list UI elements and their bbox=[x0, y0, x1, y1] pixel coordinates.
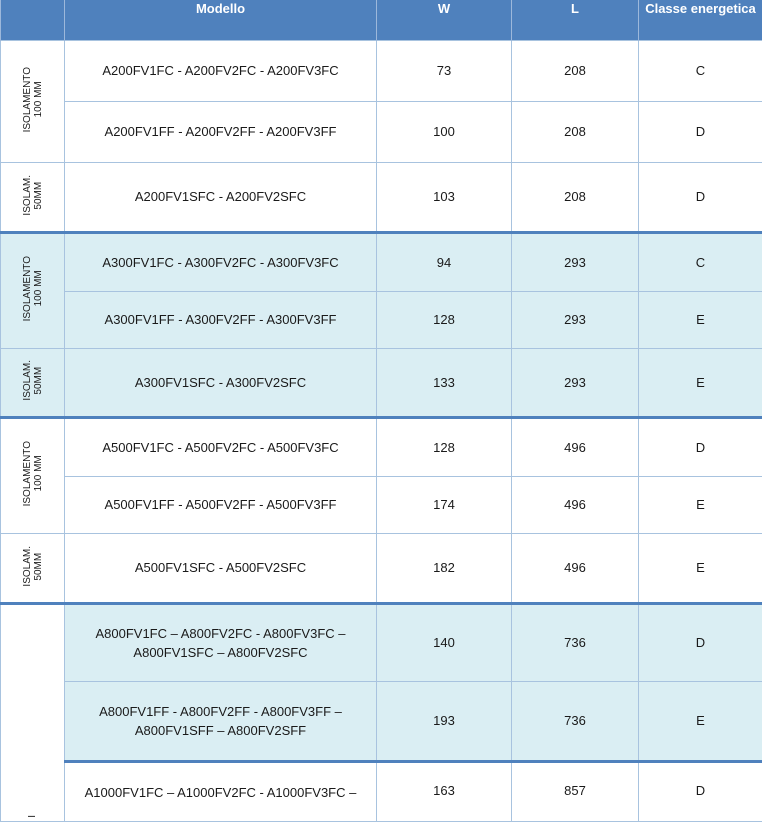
insulation-label: ISOLAMENTO 100 MM bbox=[1, 232, 65, 348]
class-cell: E bbox=[639, 533, 762, 603]
table-row bbox=[1, 40, 762, 101]
insulation-label: ISOLAMENTO 100 MM bbox=[1, 40, 65, 162]
model-cell: A300FV1FF - A300FV2FF - A300FV3FF bbox=[65, 291, 377, 348]
w-cell: 94 bbox=[377, 232, 512, 291]
w-cell: 182 bbox=[377, 533, 512, 603]
w-cell: 193 bbox=[377, 681, 512, 761]
model-cell: A1000FV1FC – A1000FV2FC - A1000FV3FC – bbox=[65, 761, 377, 821]
w-cell: 128 bbox=[377, 417, 512, 476]
class-cell: E bbox=[639, 348, 762, 417]
table-row bbox=[1, 476, 762, 533]
table-row bbox=[1, 232, 762, 291]
header-l: L bbox=[512, 0, 639, 40]
table-row bbox=[1, 603, 762, 681]
w-cell: 140 bbox=[377, 603, 512, 681]
header-model: Modello bbox=[65, 0, 377, 40]
header-class: Classe energetica bbox=[639, 0, 762, 40]
header-w: W bbox=[377, 0, 512, 40]
l-cell: 857 bbox=[512, 761, 639, 821]
class-cell: D bbox=[639, 101, 762, 162]
l-cell: 293 bbox=[512, 291, 639, 348]
l-cell: 496 bbox=[512, 476, 639, 533]
table-row bbox=[1, 417, 762, 476]
w-cell: 174 bbox=[377, 476, 512, 533]
insulation-label: ISOLAMENTO 100 MM bbox=[1, 417, 65, 533]
w-cell: 133 bbox=[377, 348, 512, 417]
class-cell: D bbox=[639, 417, 762, 476]
model-cell: A200FV1FC - A200FV2FC - A200FV3FC bbox=[65, 40, 377, 101]
header-row bbox=[1, 0, 762, 40]
class-cell: E bbox=[639, 291, 762, 348]
class-cell: C bbox=[639, 232, 762, 291]
model-cell: A500FV1SFC - A500FV2SFC bbox=[65, 533, 377, 603]
class-cell: D bbox=[639, 603, 762, 681]
model-cell: A500FV1FC - A500FV2FC - A500FV3FC bbox=[65, 417, 377, 476]
w-cell: 163 bbox=[377, 761, 512, 821]
l-cell: 293 bbox=[512, 348, 639, 417]
table-row bbox=[1, 291, 762, 348]
l-cell: 736 bbox=[512, 603, 639, 681]
class-cell: D bbox=[639, 761, 762, 821]
insulation-label: ISOLAM. 50MM bbox=[1, 533, 65, 603]
l-cell: 736 bbox=[512, 681, 639, 761]
table-row bbox=[1, 681, 762, 761]
l-cell: 293 bbox=[512, 232, 639, 291]
model-cell: A200FV1SFC - A200FV2SFC bbox=[65, 162, 377, 232]
insulation-label: I bbox=[1, 603, 65, 821]
table-row bbox=[1, 162, 762, 232]
model-cell: A800FV1FF - A800FV2FF - A800FV3FF – A800FV1SFF – A800FV2SFF bbox=[65, 681, 377, 761]
model-cell: A300FV1FC - A300FV2FC - A300FV3FC bbox=[65, 232, 377, 291]
insulation-label: ISOLAM. 50MM bbox=[1, 162, 65, 232]
header-group bbox=[1, 0, 65, 40]
w-cell: 128 bbox=[377, 291, 512, 348]
model-cell: A300FV1SFC - A300FV2SFC bbox=[65, 348, 377, 417]
l-cell: 496 bbox=[512, 533, 639, 603]
insulation-label: ISOLAM. 50MM bbox=[1, 348, 65, 417]
table-row bbox=[1, 101, 762, 162]
l-cell: 208 bbox=[512, 40, 639, 101]
class-cell: D bbox=[639, 162, 762, 232]
l-cell: 496 bbox=[512, 417, 639, 476]
class-cell: E bbox=[639, 476, 762, 533]
table-row bbox=[1, 533, 762, 603]
table-row bbox=[1, 348, 762, 417]
w-cell: 103 bbox=[377, 162, 512, 232]
l-cell: 208 bbox=[512, 162, 639, 232]
class-cell: E bbox=[639, 681, 762, 761]
w-cell: 100 bbox=[377, 101, 512, 162]
class-cell: C bbox=[639, 40, 762, 101]
model-cell: A800FV1FC – A800FV2FC - A800FV3FC – A800FV1SFC – A800FV2SFC bbox=[65, 603, 377, 681]
w-cell: 73 bbox=[377, 40, 512, 101]
model-cell: A500FV1FF - A500FV2FF - A500FV3FF bbox=[65, 476, 377, 533]
l-cell: 208 bbox=[512, 101, 639, 162]
model-cell: A200FV1FF - A200FV2FF - A200FV3FF bbox=[65, 101, 377, 162]
table-row bbox=[1, 761, 762, 821]
